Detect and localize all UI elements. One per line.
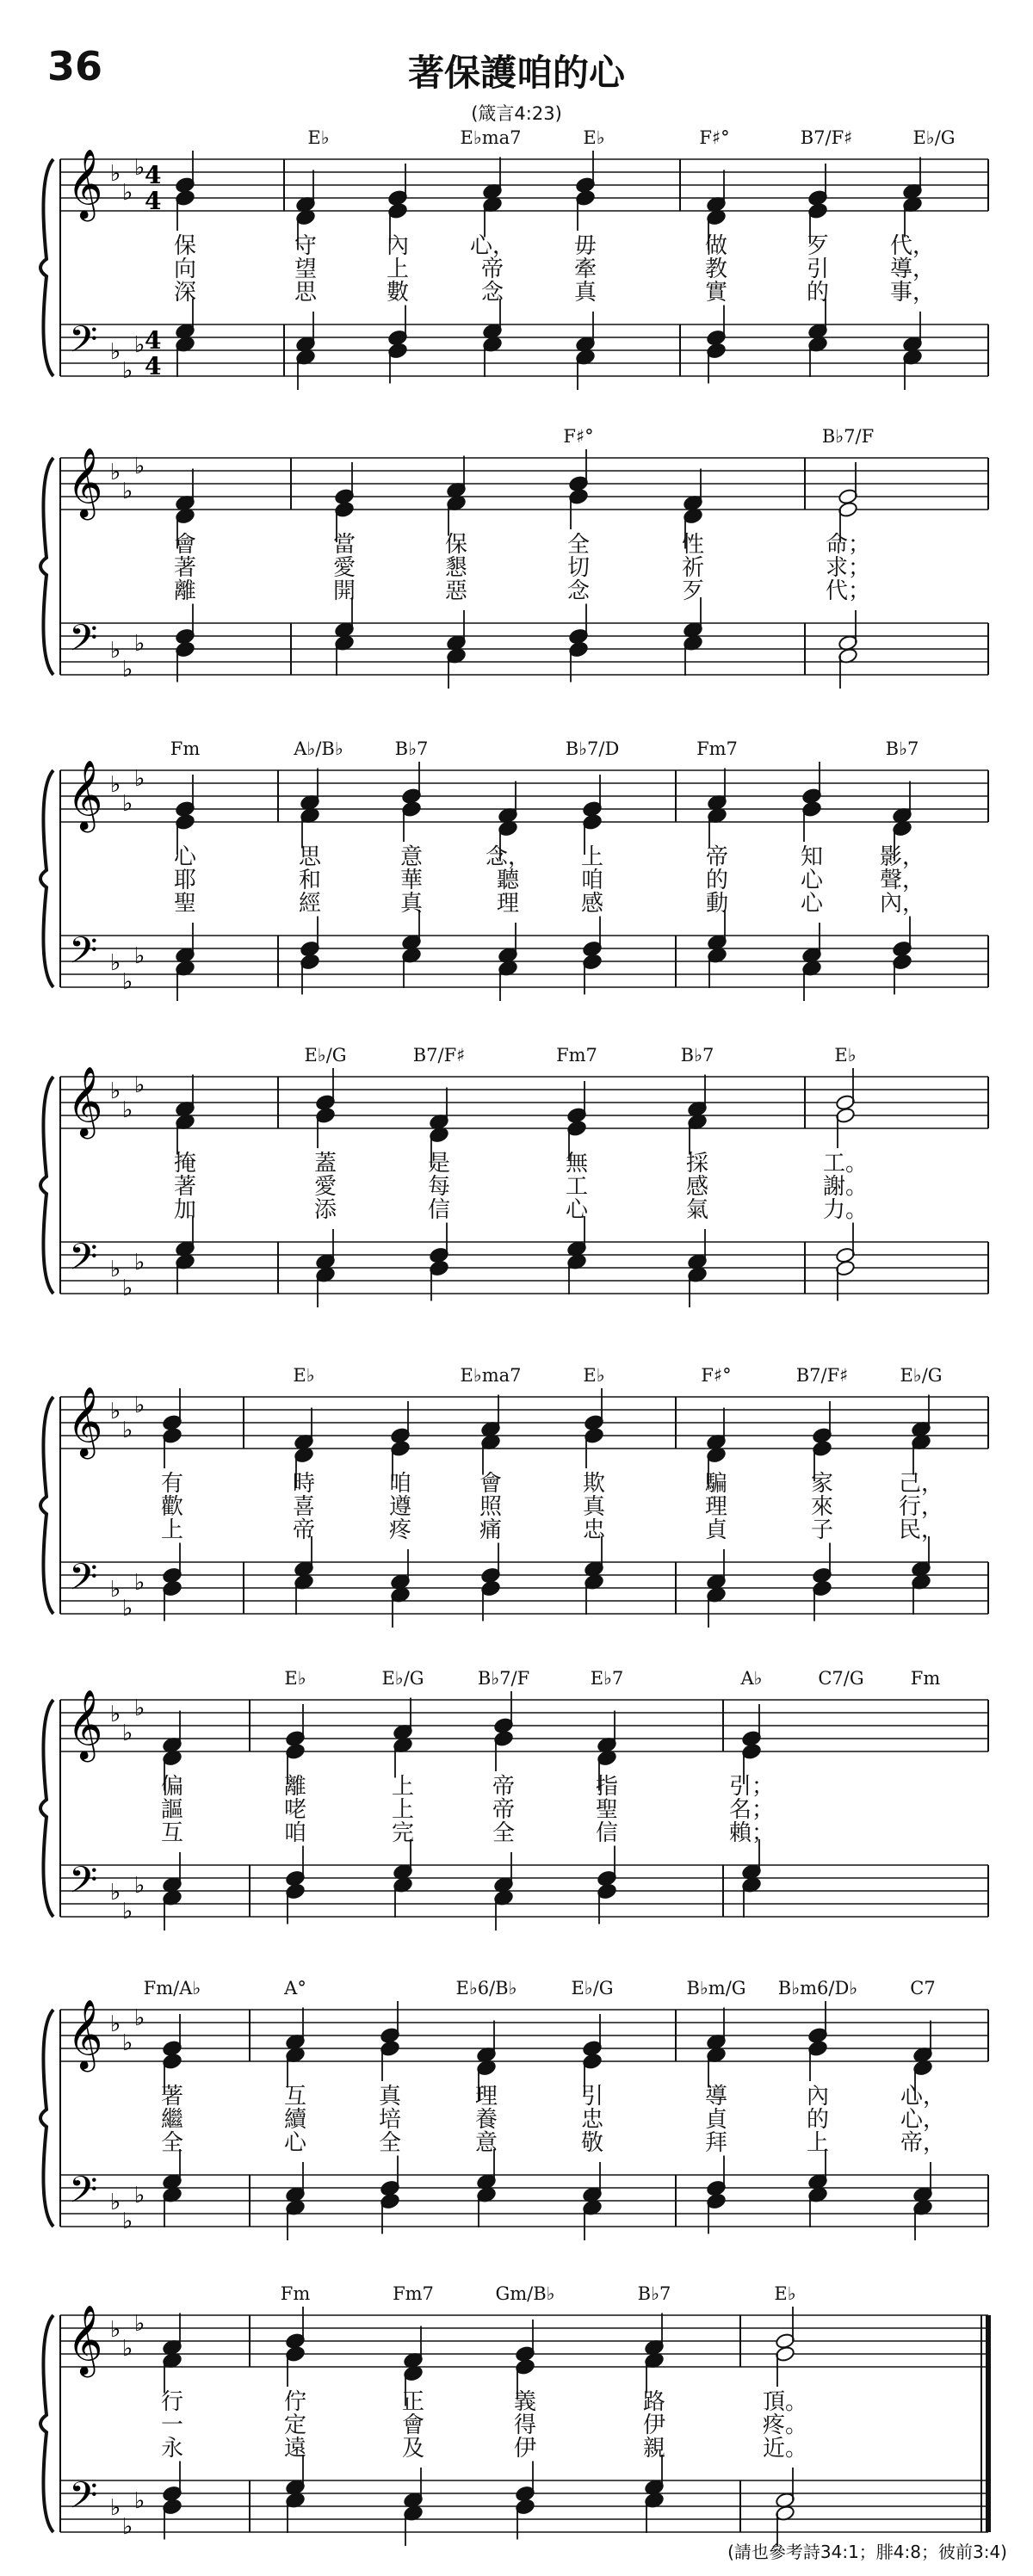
lyric-verse-3: 痛 (479, 1517, 503, 1543)
lyric-verse-2: 伊 (642, 2412, 666, 2438)
lyric-verse-3: 經 (298, 891, 322, 917)
lyric-verse-1: 採 (685, 1151, 709, 1177)
lyric-verse-3: 完 (391, 1820, 415, 1846)
svg-text:♭: ♭ (134, 631, 145, 657)
lyric-verse-2: 導， (889, 256, 936, 282)
chord-symbol: Fm (280, 2283, 311, 2304)
lyric-verse-3: 心 (800, 891, 824, 917)
svg-text:♭: ♭ (122, 1418, 133, 1443)
svg-text:𝄢: 𝄢 (69, 2474, 98, 2526)
lyric-verse-2: 歡 (160, 1494, 184, 1520)
svg-text:𝄞: 𝄞 (67, 1689, 103, 1759)
lyric-verse-2: 切 (566, 555, 591, 581)
svg-text:♭: ♭ (134, 2488, 145, 2514)
svg-text:♭: ♭ (134, 1072, 145, 1098)
chord-symbol: A° (284, 1978, 306, 1998)
lyric-verse-2: 聖 (595, 1797, 619, 1823)
lyric-verse-2: 感 (685, 1174, 709, 1200)
chord-symbol: B♭7/F (821, 426, 875, 447)
system-1 (0, 120, 1033, 405)
lyric-verse-3: 遠 (283, 2436, 307, 2462)
chord-symbol: B♭7/D (565, 738, 620, 759)
lyric-verse-1: 路 (642, 2389, 666, 2415)
svg-text:𝄞: 𝄞 (67, 1066, 103, 1136)
lyric-verse-2: 心， (900, 2107, 946, 2133)
svg-text:♭: ♭ (122, 2208, 133, 2234)
grand-staff (0, 1661, 1033, 1945)
svg-text:♭: ♭ (122, 1276, 133, 1301)
lyric-verse-2: 一 (160, 2412, 184, 2438)
lyric-verse-1: 影， (879, 844, 925, 870)
chord-symbol: E♭/G (912, 127, 956, 148)
lyric-verse-2: 耶 (173, 868, 197, 893)
lyric-verse-1: 咱 (388, 1471, 412, 1497)
svg-text:♭: ♭ (110, 950, 121, 976)
lyric-verse-1: 心 (173, 844, 197, 870)
lyric-verse-1: 心， (469, 233, 516, 259)
lyric-verse-1: 導 (704, 2084, 728, 2110)
lyric-verse-3: 真 (573, 280, 597, 306)
lyric-verse-1: 騙 (704, 1471, 728, 1497)
chord-symbol: A♭ (740, 1668, 763, 1689)
lyric-verse-2: 聲， (879, 868, 925, 893)
svg-text:𝄞: 𝄞 (67, 2304, 103, 2375)
lyric-verse-2: 謝。 (822, 1174, 869, 1200)
lyric-verse-3: 感 (580, 891, 604, 917)
lyric-verse-3: 惡 (444, 578, 468, 604)
lyric-verse-3: 全 (378, 2130, 402, 2156)
lyric-verse-1: 會 (479, 1471, 503, 1497)
lyric-verse-3: 心 (283, 2130, 307, 2156)
lyric-verse-2: 華 (399, 868, 424, 893)
lyric-verse-2: 咾 (283, 1797, 307, 1823)
grand-staff (0, 1358, 1033, 1642)
lyric-verse-1: 意 (399, 844, 424, 870)
chord-symbol: E♭/G (900, 1365, 943, 1386)
lyric-verse-2: 帝 (480, 256, 504, 282)
system-8 (0, 2276, 1033, 2561)
lyric-verse-1: 會 (173, 532, 197, 558)
lyric-verse-1: 內 (386, 233, 410, 259)
svg-text:♭: ♭ (134, 1570, 145, 1596)
chord-symbol: E♭ (307, 127, 330, 148)
lyric-verse-2: 引 (806, 256, 830, 282)
svg-text:♭: ♭ (110, 1399, 121, 1424)
chord-symbol: E♭/G (304, 1045, 347, 1066)
chord-symbol: B♭m/G (686, 1978, 746, 1998)
lyric-verse-1: 引； (728, 1774, 775, 1800)
lyric-verse-2: 向 (173, 256, 197, 282)
svg-text:♭: ♭ (110, 1702, 121, 1727)
lyric-verse-1: 思 (298, 844, 322, 870)
lyric-verse-3: 上 (160, 1517, 184, 1543)
svg-text:♭: ♭ (110, 638, 121, 664)
lyric-verse-3: 實 (704, 280, 728, 306)
lyric-verse-3: 念 (480, 280, 504, 306)
lyric-verse-2: 愛 (313, 1174, 337, 1200)
svg-text:♭: ♭ (122, 358, 133, 384)
chord-symbol: E♭7 (590, 1668, 624, 1689)
svg-text:♭: ♭ (110, 2011, 121, 2037)
lyric-verse-3: 敬 (580, 2130, 604, 2156)
chord-symbol: B♭7 (394, 738, 429, 759)
lyric-verse-1: 念， (485, 844, 531, 870)
lyric-verse-3: 伊 (513, 2436, 537, 2462)
svg-text:♭: ♭ (134, 766, 145, 792)
svg-text:♭: ♭ (134, 943, 145, 969)
grand-staff (0, 120, 1033, 405)
lyric-verse-2: 名； (728, 1797, 775, 1823)
lyric-verse-2: 遵 (388, 1494, 412, 1520)
lyric-verse-3: 疼 (388, 1517, 412, 1543)
lyric-verse-2: 會 (401, 2412, 425, 2438)
chord-symbol: Fm7 (696, 738, 738, 759)
svg-text:𝄞: 𝄞 (67, 759, 103, 830)
svg-text:𝄢: 𝄢 (69, 1236, 98, 1288)
svg-text:♭: ♭ (122, 2514, 133, 2540)
svg-text:𝄞: 𝄞 (67, 447, 103, 517)
chord-symbol: E♭ (834, 1045, 857, 1066)
svg-text:♭: ♭ (122, 479, 133, 504)
lyric-verse-1: 互 (283, 2084, 307, 2110)
lyric-verse-3: 帝， (900, 2130, 946, 2156)
chord-symbol: F♯° (701, 1365, 732, 1386)
lyric-verse-3: 聖 (173, 891, 197, 917)
svg-text:4: 4 (145, 326, 162, 355)
lyric-verse-3: 咱 (283, 1820, 307, 1846)
svg-text:♭: ♭ (110, 2190, 121, 2215)
svg-text:𝄞: 𝄞 (67, 148, 103, 219)
svg-text:𝄢: 𝄢 (69, 1556, 98, 1608)
lyric-verse-2: 忠 (580, 2107, 604, 2133)
scripture-reference: (箴言4:23) (471, 103, 562, 124)
lyric-verse-1: 毋 (573, 233, 597, 259)
chord-symbol: C7/G (818, 1668, 864, 1689)
lyric-verse-1: 離 (283, 1774, 307, 1800)
lyric-verse-3: 真 (399, 891, 424, 917)
lyric-verse-3: 深 (173, 280, 197, 306)
chord-symbol: Fm7 (556, 1045, 597, 1066)
lyric-verse-3: 賴； (728, 1820, 775, 1846)
lyric-verse-1: 內 (806, 2084, 830, 2110)
svg-text:♭: ♭ (110, 1880, 121, 1906)
lyric-verse-2: 養 (474, 2107, 498, 2133)
lyric-verse-1: 著 (160, 2084, 184, 2110)
lyric-verse-2: 理 (704, 1494, 728, 1520)
chord-symbol: A♭/B♭ (294, 738, 343, 759)
lyric-verse-1: 時 (292, 1471, 316, 1497)
chord-symbol: B♭7/F (477, 1668, 530, 1689)
lyric-verse-1: 有 (160, 1471, 184, 1497)
svg-text:𝄢: 𝄢 (69, 2169, 98, 2221)
lyric-verse-3: 永 (160, 2436, 184, 2462)
lyric-verse-2: 的 (705, 868, 729, 893)
svg-text:𝄞: 𝄞 (67, 1386, 103, 1456)
svg-text:♭: ♭ (122, 1720, 133, 1746)
lyric-verse-2: 望 (294, 256, 318, 282)
lyric-verse-3: 意 (474, 2130, 498, 2156)
system-7 (0, 1971, 1033, 2255)
svg-text:♭: ♭ (134, 1250, 145, 1276)
lyric-verse-2: 行， (898, 1494, 944, 1520)
lyric-verse-2: 貞 (704, 2107, 728, 2133)
lyric-verse-2: 咱 (580, 868, 604, 893)
svg-text:♭: ♭ (110, 1257, 121, 1282)
lyric-verse-1: 命； (825, 532, 871, 558)
lyric-verse-2: 聽 (496, 868, 520, 893)
lyric-verse-2: 著 (173, 555, 197, 581)
chord-symbol: E♭/G (381, 1668, 424, 1689)
lyric-verse-1: 偏 (160, 1774, 184, 1800)
chord-symbol: F♯° (699, 127, 730, 148)
lyric-verse-1: 帝 (705, 844, 729, 870)
lyric-verse-1: 己， (898, 1471, 944, 1497)
lyric-verse-1: 理 (474, 2084, 498, 2110)
lyric-verse-3: 互 (160, 1820, 184, 1846)
system-5 (0, 1358, 1033, 1642)
chord-symbol: E♭ (293, 1365, 315, 1386)
chord-symbol: Fm (910, 1668, 941, 1689)
chord-symbol: B♭7 (637, 2283, 671, 2304)
svg-text:♭: ♭ (122, 969, 133, 995)
lyric-verse-1: 保 (173, 233, 197, 259)
lyric-verse-2: 教 (704, 256, 728, 282)
lyric-verse-3: 理 (496, 891, 520, 917)
chord-symbol: F♯° (563, 426, 594, 447)
chord-symbol: E♭ma7 (460, 1365, 522, 1386)
lyric-verse-3: 加 (173, 1197, 197, 1223)
svg-text:𝄢: 𝄢 (69, 318, 98, 370)
lyric-verse-3: 數 (386, 280, 410, 306)
lyric-verse-1: 引 (580, 2084, 604, 2110)
lyric-verse-2: 工 (565, 1174, 589, 1200)
svg-text:4: 4 (145, 161, 162, 189)
svg-text:♭: ♭ (110, 2495, 121, 2521)
lyric-verse-2: 疼。 (762, 2412, 808, 2438)
lyric-verse-1: 佇 (283, 2389, 307, 2415)
chord-symbol: Fm (170, 738, 201, 759)
hymn-title: 著保護咱的心 (407, 52, 625, 94)
lyric-verse-3: 及 (401, 2436, 425, 2462)
system-6 (0, 1661, 1033, 1945)
lyric-verse-2: 來 (810, 1494, 834, 1520)
svg-text:♭: ♭ (122, 1596, 133, 1622)
chord-symbol: E♭/G (571, 1978, 614, 1998)
lyric-verse-2: 的 (806, 2107, 830, 2133)
lyric-verse-2: 真 (582, 1494, 606, 1520)
svg-text:𝄢: 𝄢 (69, 617, 98, 669)
lyric-verse-2: 培 (378, 2107, 402, 2133)
lyric-verse-3: 忠 (582, 1517, 606, 1543)
lyric-verse-3: 氣 (685, 1197, 709, 1223)
lyric-verse-1: 全 (566, 532, 591, 558)
svg-text:♭: ♭ (122, 791, 133, 817)
svg-text:♭: ♭ (134, 155, 145, 181)
lyric-verse-2: 和 (298, 868, 322, 893)
lyric-verse-1: 義 (513, 2389, 537, 2415)
lyric-verse-1: 歹 (806, 233, 830, 259)
hymn-number: 36 (47, 43, 103, 90)
lyric-verse-1: 頂。 (762, 2389, 808, 2415)
lyric-verse-3: 力。 (822, 1197, 869, 1223)
chord-symbol: B7/F♯ (795, 1365, 849, 1386)
lyric-verse-2: 牽 (573, 256, 597, 282)
chord-symbol: B7/F♯ (800, 127, 853, 148)
svg-text:♭: ♭ (134, 1696, 145, 1721)
lyric-verse-1: 是 (427, 1151, 451, 1177)
chord-symbol: E♭ma7 (460, 127, 522, 148)
chord-symbol: B7/F♯ (412, 1045, 466, 1066)
lyric-verse-1: 掩 (173, 1151, 197, 1177)
svg-text:♭: ♭ (122, 1899, 133, 1924)
svg-text:4: 4 (145, 352, 162, 380)
lyric-verse-3: 動 (705, 891, 729, 917)
lyric-verse-2: 繼 (160, 2107, 184, 2133)
svg-text:♭: ♭ (110, 460, 121, 485)
chord-symbol: E♭ (583, 1365, 605, 1386)
lyric-verse-1: 家 (810, 1471, 834, 1497)
lyric-verse-2: 續 (283, 2107, 307, 2133)
lyric-verse-1: 保 (444, 532, 468, 558)
svg-text:♭: ♭ (134, 332, 145, 358)
svg-text:♭: ♭ (122, 2336, 133, 2362)
svg-text:♭: ♭ (122, 657, 133, 683)
svg-text:♭: ♭ (134, 2183, 145, 2208)
svg-text:♭: ♭ (134, 1873, 145, 1899)
svg-text:♭: ♭ (122, 180, 133, 206)
lyric-verse-2: 定 (283, 2412, 307, 2438)
svg-text:4: 4 (145, 187, 162, 215)
lyric-verse-3: 子 (810, 1517, 834, 1543)
chord-symbol: Fm7 (393, 2283, 434, 2304)
lyric-verse-2: 照 (479, 1494, 503, 1520)
svg-text:♭: ♭ (122, 1097, 133, 1123)
lyric-verse-1: 真 (378, 2084, 402, 2110)
lyric-verse-3: 歹 (681, 578, 705, 604)
svg-text:♭: ♭ (110, 161, 121, 187)
chord-symbol: B♭7 (885, 738, 919, 759)
lyric-verse-2: 著 (173, 1174, 197, 1200)
lyric-verse-3: 貞 (704, 1517, 728, 1543)
lyric-verse-1: 上 (580, 844, 604, 870)
system-2 (0, 419, 1033, 703)
lyric-verse-2: 帝 (492, 1797, 516, 1823)
lyric-verse-3: 民， (898, 1517, 944, 1543)
lyric-verse-2: 喜 (292, 1494, 316, 1520)
chord-symbol: E♭ (774, 2283, 796, 2304)
svg-text:♭: ♭ (134, 2005, 145, 2031)
chord-symbol: B♭7 (680, 1045, 714, 1066)
lyric-verse-2: 求； (825, 555, 871, 581)
chord-symbol: E♭ (583, 127, 605, 148)
svg-text:♭: ♭ (134, 2311, 145, 2337)
lyric-verse-3: 代； (825, 578, 871, 604)
lyric-verse-3: 信 (595, 1820, 619, 1846)
lyric-verse-3: 內， (879, 891, 925, 917)
lyric-verse-2: 每 (427, 1174, 451, 1200)
system-4 (0, 1038, 1033, 1322)
lyric-verse-3: 添 (313, 1197, 337, 1223)
chord-symbol: E♭6/B♭ (455, 1978, 517, 1998)
lyric-verse-3: 全 (160, 2130, 184, 2156)
lyric-verse-3: 離 (173, 578, 197, 604)
svg-text:𝄢: 𝄢 (69, 930, 98, 981)
svg-text:♭: ♭ (122, 2030, 133, 2056)
lyric-verse-1: 蓋 (313, 1151, 337, 1177)
lyric-verse-1: 帝 (492, 1774, 516, 1800)
lyric-verse-3: 拜 (704, 2130, 728, 2156)
grand-staff (0, 1038, 1033, 1322)
lyric-verse-1: 無 (565, 1151, 589, 1177)
lyric-verse-2: 心 (800, 868, 824, 893)
chord-symbol: Fm/A♭ (143, 1978, 201, 1998)
lyric-verse-3: 事， (889, 280, 936, 306)
lyric-verse-3: 近。 (762, 2436, 808, 2462)
lyric-verse-2: 謳 (160, 1797, 184, 1823)
lyric-verse-3: 的 (806, 280, 830, 306)
chord-symbol: Gm/B♭ (495, 2283, 555, 2304)
lyric-verse-1: 心， (900, 2084, 946, 2110)
lyric-verse-2: 得 (513, 2412, 537, 2438)
lyric-verse-1: 做 (704, 233, 728, 259)
lyric-verse-3: 帝 (292, 1517, 316, 1543)
lyric-verse-3: 親 (642, 2436, 666, 2462)
chord-symbol: E♭ (284, 1668, 306, 1689)
lyric-verse-1: 指 (595, 1774, 619, 1800)
svg-text:♭: ♭ (134, 1393, 145, 1418)
lyric-verse-1: 代， (889, 233, 936, 259)
lyric-verse-3: 心 (565, 1197, 589, 1223)
chord-symbol: B♭m6/D♭ (777, 1978, 858, 1998)
grand-staff (0, 419, 1033, 703)
lyric-verse-1: 工。 (822, 1151, 869, 1177)
grand-staff (0, 1971, 1033, 2255)
chord-symbol: C7 (910, 1978, 936, 1998)
svg-text:𝄢: 𝄢 (69, 1859, 98, 1911)
footer-references: (請也參考詩34:1；腓4:8；彼前3:4) (727, 2542, 1007, 2562)
svg-text:♭: ♭ (110, 1577, 121, 1603)
lyric-verse-3: 念 (566, 578, 591, 604)
svg-text:♭: ♭ (134, 454, 145, 479)
lyric-verse-2: 上 (391, 1797, 415, 1823)
svg-text:♭: ♭ (110, 2317, 121, 2343)
svg-text:♭: ♭ (110, 339, 121, 365)
lyric-verse-2: 愛 (332, 555, 356, 581)
lyric-verse-1: 當 (332, 532, 356, 558)
lyric-verse-2: 祈 (681, 555, 705, 581)
lyric-verse-1: 行 (160, 2389, 184, 2415)
lyric-verse-2: 懇 (444, 555, 468, 581)
lyric-verse-1: 欺 (582, 1471, 606, 1497)
lyric-verse-3: 開 (332, 578, 356, 604)
svg-text:♭: ♭ (110, 1078, 121, 1104)
lyric-verse-2: 上 (386, 256, 410, 282)
svg-text:𝄞: 𝄞 (67, 1998, 103, 2069)
system-3 (0, 732, 1033, 1016)
lyric-verse-1: 上 (391, 1774, 415, 1800)
lyric-verse-1: 正 (401, 2389, 425, 2415)
lyric-verse-1: 性 (681, 532, 705, 558)
lyric-verse-3: 全 (492, 1820, 516, 1846)
svg-text:♭: ♭ (110, 772, 121, 798)
lyric-verse-3: 信 (427, 1197, 451, 1223)
lyric-verse-3: 上 (806, 2130, 830, 2156)
lyric-verse-1: 知 (800, 844, 824, 870)
lyric-verse-1: 守 (294, 233, 318, 259)
lyric-verse-3: 思 (294, 280, 318, 306)
